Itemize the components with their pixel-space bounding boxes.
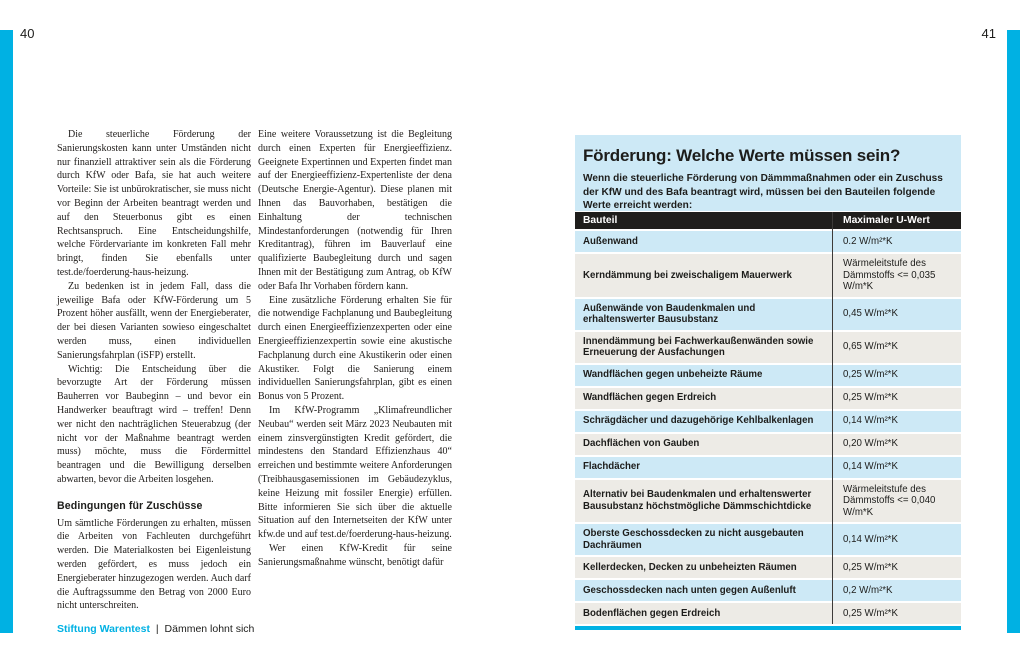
text-column-1 — [57, 128, 251, 613]
table-row — [575, 603, 961, 624]
bauteil-cell: Alternativ bei Baudenkmalen und erhaltenswerter Bausubstanz höchstmögliche Dämmschichtdicke — [583, 489, 812, 512]
table-bottom-rule — [575, 626, 961, 630]
table-body — [575, 231, 961, 624]
table-row — [575, 524, 961, 555]
table-row — [575, 580, 961, 601]
table-row — [575, 434, 961, 455]
column-header-u-wert: Maximaler U-Wert — [843, 215, 930, 226]
u-wert-cell: 0,25 W/m²*K — [843, 392, 898, 404]
table-row — [575, 457, 961, 478]
table-column-divider — [832, 212, 833, 624]
bauteil-cell: Wandflächen gegen unbeheizte Räume — [583, 369, 763, 381]
u-wert-cell: 0,45 W/m²*K — [843, 308, 898, 320]
body-paragraph: Um sämtliche Förderungen zu erhalten, müssen die Arbeiten von Fachleuten durchgeführt werden. Die Materialkosten bei Eigenleistung werden gefördert, es muss jedoch ein Energieberater hinzugezogen werden. Auch darf die Auftragssumme den Betrag von 2000 Euro nicht unterschreiten. — [57, 517, 251, 612]
u-wert-cell: 0,14 W/m²*K — [843, 415, 898, 427]
table-row — [575, 332, 961, 363]
bauteil-cell: Innendämmung bei Fachwerkaußenwänden sowie Erneuerung der Ausfachungen — [583, 335, 814, 358]
u-wert-cell: 0,14 W/m²*K — [843, 533, 898, 545]
table-row — [575, 557, 961, 578]
u-wert-cell: 0,25 W/m²*K — [843, 369, 898, 381]
body-paragraph: Die steuerliche Förderung der Sanierungskosten kann unter Umständen nicht nur finanziell attraktiver sein als die Förderung durch KfW oder Bafa, sie hat auch weitere Vorteile: Sie ist unbürokratischer, sie muss nicht vor Beginn der Arbeiten beantragt werden und auf den Steuerbonus gibt es einen Rechtsanspruch. Eine Entscheidungshilfe, welche Fördervariante im konkreten Fall mehr bringt, finden Sie ebenfalls unter test.de/foerderung-haus-heizung. — [57, 129, 251, 278]
body-paragraph: Zu bedenken ist in jedem Fall, dass die jeweilige Bafa oder KfW-Förderung um 5 Prozent höher ausfällt, wenn der Energieberater, der bei diesen Varianten sowieso eingeschaltet werden muss, einen individuellen Sanierungsfahrplan (iSFP) erstellt. — [57, 280, 251, 361]
u-wert-cell: Wärmeleitstufe des Dämmstoffs <= 0,035 W/m*K — [843, 258, 936, 292]
body-paragraph: Wer einen KfW-Kredit für seine Sanierungsmaßnahme wünscht, benötigt dafür — [258, 542, 452, 568]
section-heading: Bedingungen für Zuschüsse — [57, 499, 203, 512]
info-box — [575, 135, 961, 211]
table-header-row — [575, 212, 961, 229]
page-number-right: 41 — [981, 26, 996, 41]
u-wert-cell: 0,14 W/m²*K — [843, 461, 898, 473]
u-wert-cell: 0,25 W/m²*K — [843, 607, 898, 619]
bauteil-cell: Flachdächer — [583, 461, 641, 473]
body-paragraph: Eine weitere Voraussetzung ist die Begleitung durch einen Experten für Energieeffizienz. Geeignete Expertinnen und Experten findet man auf der Energieeffizienz-Expertenliste der dena (Deutsche Energie-Agentur). Diese planen mit Ihnen das Bauvorhaben, bestätigen die Einhaltung der technischen Mindestanforderungen (notwendig für Ihren Kreditantrag), führen im Bauverlauf eine qualifizierte Baubegleitung durch und sagen Ihnen mit der Bestätigung zum Antrag, ob KfW oder Bafa Ihr Vorhaben fördern kann. — [258, 129, 452, 292]
table-row — [575, 254, 961, 297]
u-wert-table — [575, 212, 961, 630]
page-footer — [57, 623, 254, 635]
page-number-left: 40 — [20, 26, 35, 41]
bauteil-cell: Außenwand — [583, 235, 638, 247]
body-paragraph: Eine zusätzliche Förderung erhalten Sie für die notwendige Fachplanung und Baubegleitung durch einen Energieeffizienzexperten oder eine Energieeffizienzexpertin sowie eine akustische Fachplanung durch eine Akustikerin oder einen Akustiker. Folgt die Sanierung einem individuellen Sanierungsfahrplan, gibt es einen Bonus von 5 Prozent. — [258, 294, 452, 403]
column-header-bauteil: Bauteil — [583, 215, 618, 226]
bauteil-cell: Bodenflächen gegen Erdreich — [583, 607, 721, 619]
u-wert-cell: Wärmeleitstufe des Dämmstoffs <= 0,040 W/m*K — [843, 483, 936, 518]
booklet-title: Dämmen lohnt sich — [164, 623, 255, 635]
publisher-name: Stiftung Warentest — [57, 623, 150, 635]
body-paragraph: Im KfW-Programm „Klimafreundlicher Neubau“ werden seit März 2023 Neubauten mit einem zinsvergünstigten Kredit gefördert, die mindestens den Standard Effizienzhaus 40“ erreichen und bestimmte weitere Anforderungen (Treibhausgasemissionen im Gebäudezyklus, keine Heizung mit fossiler Energie) erfüllen. Bitte informieren Sie sich über die aktuelle Situation auf den Internetseiten der KfW unter kfw.de und auf test.de/foerderung-haus-heizung. — [258, 404, 452, 541]
info-box-title: Förderung: Welche Werte müssen sein? — [583, 146, 901, 165]
body-paragraph: Wichtig: Die Entscheidung über die bevorzugte Art der Förderung müssen Bauherren vor Baubeginn – und bevor ein Handwerker beauftragt wird – treffen! Denn wer nicht den nachträglichen Steuerabzug (der nicht vor der Maßnahme beantragt werden muss) möchte, muss die Fördermittel beantragen und die Bewilligung derselben abwarten, bevor die Arbeiten losgehen. — [57, 363, 251, 485]
u-wert-cell: 0,65 W/m²*K — [843, 341, 898, 353]
u-wert-cell: 0,2 W/m²*K — [843, 584, 893, 596]
text-column-2 — [258, 128, 452, 570]
bauteil-cell: Wandflächen gegen Erdreich — [583, 392, 717, 404]
table-row — [575, 411, 961, 432]
table-row — [575, 365, 961, 386]
bauteil-cell: Geschossdecken nach unten gegen Außenluft — [583, 584, 796, 596]
bauteil-cell: Kerndämmung bei zweischaligem Mauerwerk — [583, 269, 792, 281]
bauteil-cell: Dachflächen von Gauben — [583, 438, 700, 450]
table-row — [575, 299, 961, 330]
u-wert-cell: 0,25 W/m²*K — [843, 561, 898, 573]
u-wert-cell: 0.2 W/m²*K — [843, 235, 893, 247]
bauteil-cell: Außenwände von Baudenkmalen und erhaltenswerter Bausubstanz — [583, 302, 756, 325]
u-wert-cell: 0,20 W/m²*K — [843, 438, 898, 450]
footer-separator: | — [155, 623, 159, 635]
bauteil-cell: Schrägdächer und dazugehörige Kehlbalkenlagen — [583, 415, 814, 427]
right-accent-bar — [1007, 30, 1020, 633]
bauteil-cell: Kellerdecken, Decken zu unbeheizten Räumen — [583, 561, 797, 573]
bauteil-cell: Oberste Geschossdecken zu nicht ausgebauten Dachräumen — [583, 528, 804, 551]
table-row — [575, 388, 961, 409]
table-row — [575, 480, 961, 523]
left-accent-bar — [0, 30, 13, 633]
info-box-subtitle: Wenn die steuerliche Förderung von Dämmmaßnahmen oder ein Zuschuss der KfW und des Bafa beantragt wird, müssen bei den Bauteilen folgende Werte erreicht werden: — [583, 173, 943, 212]
table-row — [575, 231, 961, 252]
